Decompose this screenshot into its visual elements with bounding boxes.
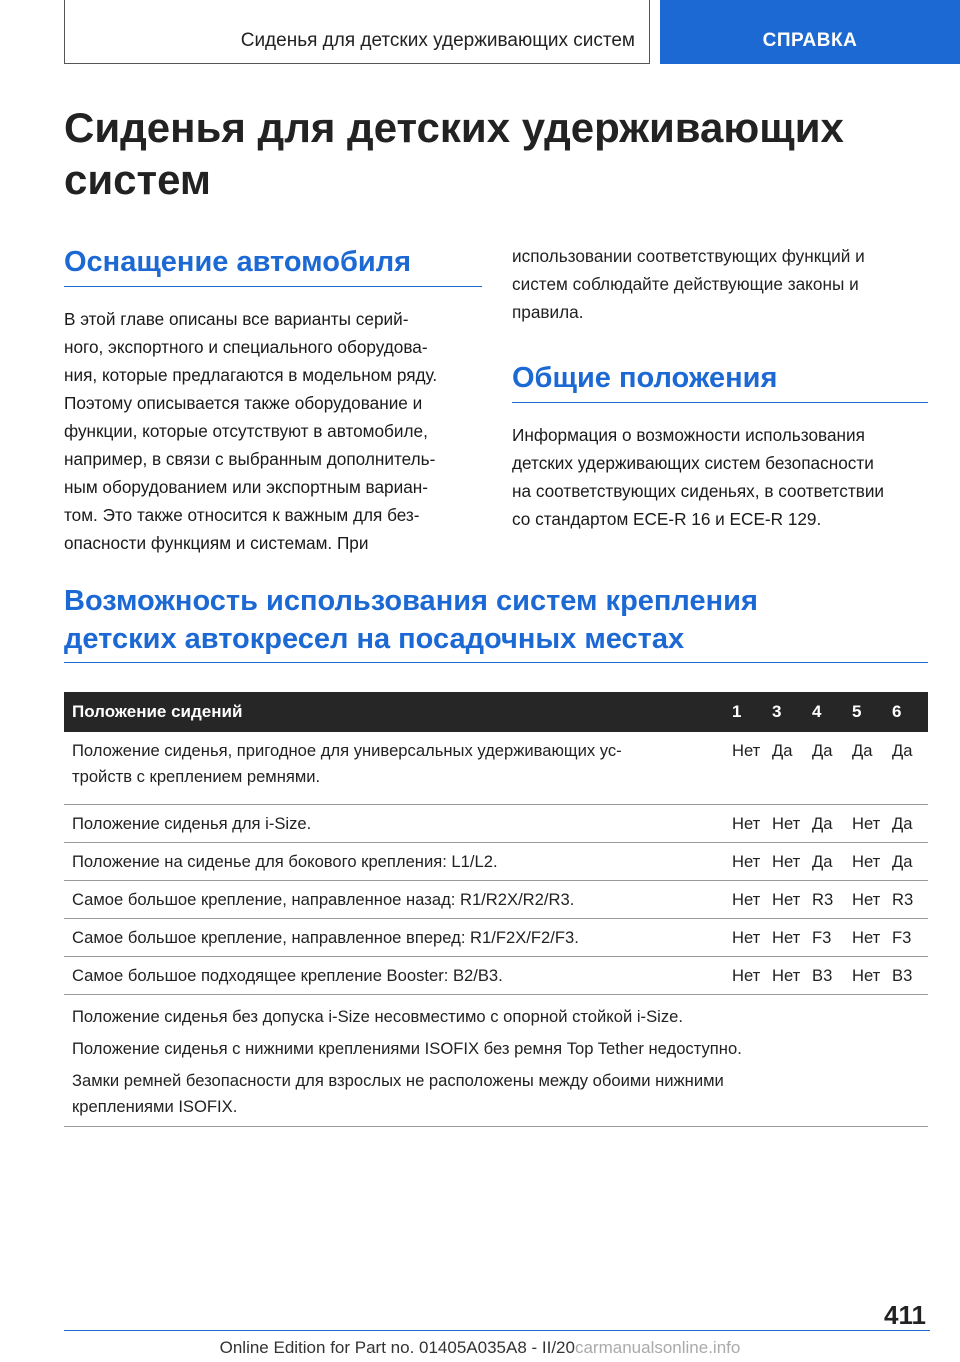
table-cell: Да [848,732,888,805]
footer-watermark: carmanualsonline.info [574,1338,741,1357]
table-header-cell: Положение сидений [64,692,728,732]
table-cell: B3 [888,957,928,995]
table-cell-label: Самое большое крепление, направленное вперед: R1/F2X/F2/F3. [64,919,728,957]
table-cell: Нет [848,957,888,995]
body-line: детских удерживающих систем безопасности [512,453,874,473]
section-equipment-continued [512,242,928,326]
table-cell: R3 [808,881,848,919]
table-cell-label: Самое большое подходящее крепление Booster: B2/B3. [64,957,728,995]
body-line: правила. [512,302,584,322]
table-notes [64,996,928,1127]
section-general-rule [512,402,928,403]
body-line: том. Это также относится к важным для без- [64,505,420,525]
table-cell: F3 [808,919,848,957]
header-section-box [64,0,650,64]
footer [0,1338,960,1358]
table-cell: Нет [728,957,768,995]
page-title-line2: систем [64,156,211,203]
table-cell: Да [888,843,928,881]
section-equipment-body [64,305,482,557]
body-line: Поэтому описывается также оборудование и [64,393,423,413]
table-cell: Нет [848,805,888,843]
body-line: систем соблюдайте действующие законы и [512,274,859,294]
table-cell: Нет [728,843,768,881]
table-cell: Да [808,732,848,805]
body-line: В этой главе описаны все варианты серий- [64,309,409,329]
section-isofix-heading-line1: Возможность использования систем крепления [64,585,758,617]
page-title [64,102,894,206]
header-tab-reference[interactable] [660,0,960,64]
table-cell: Да [888,805,928,843]
table-cell: Нет [848,843,888,881]
table-header-cell: 1 [728,692,768,732]
section-equipment-heading: Оснащение автомобиля [64,246,412,278]
table-row [64,919,928,957]
page-title-line1: Сиденья для детских удерживающих [64,104,844,151]
section-equipment-rule [64,286,482,287]
table-cell-label-line2: тройств с креплением ремнями. [72,767,321,786]
body-line: например, в связи с выбранным дополнитель- [64,449,436,469]
section-general [512,360,928,533]
table-row [64,732,928,805]
body-line: на соответствующих сиденьях, в соответствии [512,481,885,501]
body-line: использовании соответствующих функций и [512,246,865,266]
table-row [64,881,928,919]
table-header-cell: 6 [888,692,928,732]
body-line: ния, которые предлагаются в модельном ряду. [64,365,438,385]
table-cell: Да [808,843,848,881]
table-cell-label [64,732,728,805]
body-line: опасности функциям и системам. При [64,533,369,553]
table-note-line: креплениями ISOFIX. [72,1097,238,1116]
table-cell: Нет [848,881,888,919]
table-note-line: Замки ремней безопасности для взрослых не расположены между обоими нижними [72,1071,724,1090]
body-line: ного, экспортного и специального оборудова- [64,337,428,357]
table-header-row [64,692,928,732]
page-number: 411 [884,1300,926,1330]
table-cell-label: Самое большое крепление, направленное назад: R1/R2X/R2/R3. [64,881,728,919]
table-row [64,843,928,881]
table-cell-label: Положение сиденья для i-Size. [64,805,728,843]
table-cell: Нет [728,732,768,805]
table-note [72,1068,928,1120]
table-cell: B3 [808,957,848,995]
table-cell: Нет [728,919,768,957]
section-general-body [512,421,928,533]
seat-positions-table [64,692,928,995]
table-cell: Нет [768,805,808,843]
table-row [64,805,928,843]
table-cell: Нет [728,881,768,919]
table-header-cell: 3 [768,692,808,732]
table-cell-label: Положение на сиденье для бокового крепления: L1/L2. [64,843,728,881]
table-note: Положение сиденья с нижними креплениями ISOFIX без ремня Top Tether недоступно. [72,1039,742,1058]
table-cell: Нет [728,805,768,843]
section-isofix-rule [64,662,928,663]
table-cell: R3 [888,881,928,919]
body-line: функции, которые отсутствуют в автомобиле, [64,421,428,441]
table-cell: Нет [768,957,808,995]
section-isofix [64,582,928,663]
footer-rule [64,1330,930,1331]
section-equipment [64,244,482,557]
header-tab-label: СПРАВКА [762,30,858,51]
footer-edition: Online Edition for Part no. 01405A035A8 - II/20 [219,1338,575,1357]
table-cell: Нет [768,843,808,881]
section-isofix-heading-line2: детских автокресел на посадочных местах [64,623,685,655]
table-row [64,957,928,995]
table-cell: Нет [848,919,888,957]
table-cell-label-line1: Положение сиденья, пригодное для универсальных удерживающих ус- [72,741,622,760]
body-line: Информация о возможности использования [512,425,865,445]
table-header-cell: 4 [808,692,848,732]
body-line: со стандартом ECE-R 16 и ECE-R 129. [512,509,822,529]
table-cell: Да [768,732,808,805]
section-general-heading: Общие положения [512,362,778,394]
table-cell: Да [888,732,928,805]
body-line: ным оборудованием или экспортным вариан- [64,477,428,497]
table-cell: Нет [768,881,808,919]
header-section-title: Сиденья для детских удерживающих систем [240,30,635,51]
table-note: Положение сиденья без допуска i-Size несовместимо с опорной стойкой i-Size. [72,1007,683,1026]
table-cell: Нет [768,919,808,957]
table-cell: Да [808,805,848,843]
section-isofix-heading [64,582,928,658]
table-cell: F3 [888,919,928,957]
table-header-cell: 5 [848,692,888,732]
